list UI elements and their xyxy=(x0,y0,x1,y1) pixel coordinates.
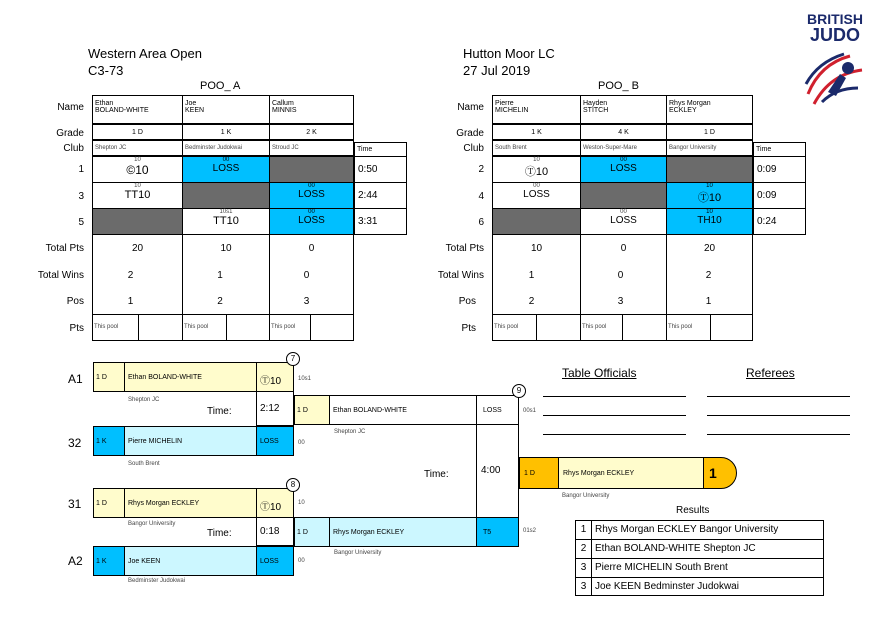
total-pts: 0 xyxy=(308,243,315,254)
score-main: ©10 xyxy=(126,163,149,177)
score-main: LOSS xyxy=(212,163,240,174)
score-main: LOSS xyxy=(523,189,550,200)
bout-number-circle: 9 xyxy=(512,384,526,398)
position: 1 xyxy=(705,296,712,307)
pool-a-grade-3: 2 K xyxy=(269,124,354,140)
table-officials-label: Table Officials xyxy=(562,366,637,380)
score-cell-loss xyxy=(269,182,354,209)
judoka-icon xyxy=(800,44,870,114)
pool-b-grade-1: 1 K xyxy=(492,124,581,140)
bracket-club: Bangor University xyxy=(334,550,382,556)
pool-a-player-3 xyxy=(269,95,354,124)
score-small: 00 xyxy=(533,183,540,189)
total-wins: 2 xyxy=(705,270,712,281)
pool-b-club-2: Weston-Super-Mare xyxy=(580,140,667,156)
player-first-name: Joe xyxy=(185,100,197,107)
total-wins: 1 xyxy=(528,270,535,281)
score-main: LOSS xyxy=(298,215,325,226)
label-pts: Pts xyxy=(461,323,476,334)
label-name: Name xyxy=(457,102,484,113)
this-pool-label: This pool xyxy=(494,324,519,330)
event-code: C3-73 xyxy=(88,63,124,78)
bracket-club: South Brent xyxy=(128,461,160,467)
result-place: 2 xyxy=(576,540,592,558)
bout-time: 3:31 xyxy=(354,208,407,235)
result-text: Ethan BOLAND-WHITE Shepton JC xyxy=(595,543,756,554)
label-name: Name xyxy=(57,102,84,113)
pool-b-title: POO_ B xyxy=(598,80,639,92)
this-pool-label: This pool xyxy=(582,324,607,330)
bout-time: 0:18 xyxy=(256,518,294,546)
bout-number: 1 xyxy=(78,164,84,175)
grade-box: 1 K xyxy=(93,546,125,576)
bracket-club: Shepton JC xyxy=(128,397,160,403)
bracket-player: Joe KEEN xyxy=(124,546,257,576)
seed-label: A2 xyxy=(68,554,83,568)
result-place: 3 xyxy=(576,578,592,595)
bracket-player: Ethan BOLAND-WHITE xyxy=(124,362,257,392)
bracket-score: T5 xyxy=(476,517,519,547)
empty-cell xyxy=(666,156,753,183)
score-main: LOSS xyxy=(610,215,637,226)
british-judo-logo xyxy=(800,12,870,119)
pool-a-time-header: Time xyxy=(354,142,407,157)
bracket-player: Ethan BOLAND-WHITE xyxy=(329,395,477,425)
score-main: Ⓣ10 xyxy=(697,192,722,204)
score-small: 10s1 xyxy=(219,209,233,215)
score-cell xyxy=(580,208,667,235)
results-title: Results xyxy=(676,505,710,516)
bout-time: 0:09 xyxy=(753,182,806,209)
player-last-name: STITCH xyxy=(583,107,609,114)
player-last-name: MICHELIN xyxy=(495,107,529,114)
player-last-name: BOLAND-WHITE xyxy=(95,107,149,114)
label-club: Club xyxy=(463,143,484,154)
label-pts: Pts xyxy=(69,323,84,334)
grade-box: 1 D xyxy=(93,362,125,392)
time-label: Time: xyxy=(207,528,232,539)
score-main: LOSS xyxy=(298,189,325,200)
score-cell-loss xyxy=(269,208,354,235)
score-cell xyxy=(492,156,581,183)
position: 2 xyxy=(217,296,223,307)
player-last-name: KEEN xyxy=(185,107,205,114)
bracket-score: LOSS xyxy=(476,395,519,425)
score-small: 10s1 xyxy=(298,376,312,382)
score-cell xyxy=(492,182,581,209)
result-row xyxy=(576,578,823,595)
player-last-name: ECKLEY xyxy=(669,107,697,114)
grade-box: 1 D xyxy=(294,395,330,425)
grade-box: 1 K xyxy=(93,426,125,456)
total-pts: 20 xyxy=(131,243,144,254)
total-pts: 10 xyxy=(530,243,543,254)
label-grade: Grade xyxy=(56,128,84,139)
label-pos: Pos xyxy=(458,296,476,307)
bracket-score: LOSS xyxy=(256,426,294,456)
bracket-player: Rhys Morgan ECKLEY xyxy=(329,517,477,547)
result-row xyxy=(576,521,823,540)
player-last-name: MINNIS xyxy=(272,107,297,114)
empty-cell xyxy=(492,208,581,235)
score-small: 00 xyxy=(620,209,627,215)
label-total-wins: Total Wins xyxy=(437,270,484,281)
bout-time: 2:44 xyxy=(354,182,407,209)
bout-number: 5 xyxy=(78,217,84,228)
position: 1 xyxy=(127,296,134,307)
total-wins: 0 xyxy=(303,270,310,281)
bout-number: 2 xyxy=(478,164,484,175)
label-pos: Pos xyxy=(66,296,84,307)
this-pool-label: This pool xyxy=(184,324,209,330)
score-small: 01s2 xyxy=(523,528,537,534)
score-main: Ⓣ10 xyxy=(524,166,549,178)
player-first-name: Pierre xyxy=(495,100,514,107)
winner-place: 1 xyxy=(703,457,737,489)
bracket-player: Pierre MICHELIN xyxy=(124,426,257,456)
pool-b-club-3: Bangor University xyxy=(666,140,753,156)
pool-b-club-1: South Brent xyxy=(492,140,581,156)
pool-a-grade-1: 1 D xyxy=(92,124,183,140)
grade-box: 1 D xyxy=(519,457,559,489)
total-wins: 2 xyxy=(127,270,134,281)
referees-label: Referees xyxy=(746,366,795,380)
score-small: 00 xyxy=(620,157,627,163)
bracket-score: Ⓣ10 xyxy=(256,488,294,518)
pool-a-player-1 xyxy=(92,95,183,124)
score-small: 00 xyxy=(308,183,315,189)
this-pool-label: This pool xyxy=(271,324,296,330)
result-place: 1 xyxy=(576,521,592,539)
score-cell-loss xyxy=(182,156,270,183)
score-main: TT10 xyxy=(124,189,151,201)
score-main: LOSS xyxy=(610,163,637,174)
pool-a-grade-2: 1 K xyxy=(182,124,270,140)
pool-b-player-1 xyxy=(492,95,581,124)
bout-number: 6 xyxy=(478,217,484,228)
pool-a-title: POO_ A xyxy=(200,80,241,92)
score-small: 10 xyxy=(706,209,713,215)
results-table xyxy=(575,520,824,596)
position: 3 xyxy=(617,296,624,307)
player-first-name: Callum xyxy=(272,100,294,107)
total-pts: 20 xyxy=(703,243,716,254)
logo-text-judo: JUDO xyxy=(809,25,860,45)
score-cell xyxy=(182,208,270,235)
score-small: 10 xyxy=(298,500,305,506)
bout-number: 4 xyxy=(478,191,484,202)
bout-time: 2:12 xyxy=(256,392,294,426)
bracket-score: Ⓣ10 xyxy=(256,362,294,392)
bout-number: 3 xyxy=(78,191,84,202)
winner-name: Rhys Morgan ECKLEY xyxy=(558,457,704,489)
score-cell-loss xyxy=(580,156,667,183)
score-main: TT10 xyxy=(213,215,239,227)
bout-number-circle: 8 xyxy=(286,478,300,492)
result-text: Pierre MICHELIN South Brent xyxy=(595,562,728,573)
label-club: Club xyxy=(63,143,84,154)
pool-b-player-2 xyxy=(580,95,667,124)
venue: Hutton Moor LC xyxy=(463,46,555,61)
pool-b-grade-3: 1 D xyxy=(666,124,753,140)
score-small: 00 xyxy=(298,558,305,564)
total-pts: 0 xyxy=(620,243,627,254)
pool-a-club-1: Shepton JC xyxy=(92,140,183,156)
result-place: 3 xyxy=(576,559,592,577)
pool-b-time-header: Time xyxy=(753,142,806,157)
player-first-name: Rhys Morgan xyxy=(669,100,711,107)
empty-cell xyxy=(269,156,354,183)
bout-time: 0:09 xyxy=(753,156,806,183)
label-grade: Grade xyxy=(456,128,484,139)
score-small: 00 xyxy=(308,209,315,215)
time-label: Time: xyxy=(424,469,449,480)
bracket-club: Bangor University xyxy=(562,493,610,499)
score-small: 10 xyxy=(134,183,141,189)
score-small: 10 xyxy=(533,157,540,163)
bracket-club: Shepton JC xyxy=(334,429,366,435)
score-cell xyxy=(92,156,183,183)
this-pool-label: This pool xyxy=(668,324,693,330)
pool-a-club-2: Bedminster Judokwai xyxy=(182,140,270,156)
bout-number-circle: 7 xyxy=(286,352,300,366)
grade-box: 1 D xyxy=(294,517,330,547)
result-row xyxy=(576,559,823,578)
score-cell xyxy=(92,182,183,209)
score-small: 10 xyxy=(706,183,713,189)
label-total-pts: Total Pts xyxy=(45,243,84,254)
empty-cell xyxy=(92,208,183,235)
bout-time: 4:00 xyxy=(476,425,519,517)
empty-cell xyxy=(580,182,667,209)
label-total-pts: Total Pts xyxy=(445,243,484,254)
bout-time: 0:24 xyxy=(753,208,806,235)
seed-label: 32 xyxy=(68,436,82,450)
logo-text-british: BRITISH xyxy=(807,11,863,27)
player-first-name: Ethan xyxy=(95,100,114,107)
pool-b-grade-2: 4 K xyxy=(580,124,667,140)
time-label: Time: xyxy=(207,406,232,417)
event-title: Western Area Open xyxy=(88,46,202,61)
score-cell-win xyxy=(666,182,753,209)
bracket-player: Rhys Morgan ECKLEY xyxy=(124,488,257,518)
pool-b-player-3 xyxy=(666,95,753,124)
event-date: 27 Jul 2019 xyxy=(463,63,531,78)
total-wins: 1 xyxy=(217,270,223,281)
seed-label: A1 xyxy=(68,372,83,386)
this-pool-label: This pool xyxy=(94,324,119,330)
bout-time: 0:50 xyxy=(354,156,407,183)
score-cell-win xyxy=(666,208,753,235)
result-text: Joe KEEN Bedminster Judokwai xyxy=(595,581,739,592)
total-wins: 0 xyxy=(617,270,624,281)
grade-box: 1 D xyxy=(93,488,125,518)
label-total-wins: Total Wins xyxy=(37,270,84,281)
result-text: Rhys Morgan ECKLEY Bangor University xyxy=(595,524,779,535)
pool-a-player-2 xyxy=(182,95,270,124)
result-row xyxy=(576,540,823,559)
bracket-score: LOSS xyxy=(256,546,294,576)
empty-cell xyxy=(182,182,270,209)
total-pts: 10 xyxy=(220,243,232,254)
seed-label: 31 xyxy=(68,497,82,511)
score-main: TH10 xyxy=(697,215,722,226)
score-small: 00 xyxy=(298,440,305,446)
bracket-club: Bedminster Judokwai xyxy=(128,578,186,584)
player-first-name: Hayden xyxy=(583,100,608,107)
score-small: 00s1 xyxy=(523,408,537,414)
pool-a-club-3: Stroud JC xyxy=(269,140,354,156)
score-small: 00 xyxy=(222,157,230,163)
bracket-club: Bangor University xyxy=(128,521,176,527)
position: 2 xyxy=(528,296,535,307)
position: 3 xyxy=(303,296,310,307)
score-small: 10 xyxy=(134,157,141,163)
